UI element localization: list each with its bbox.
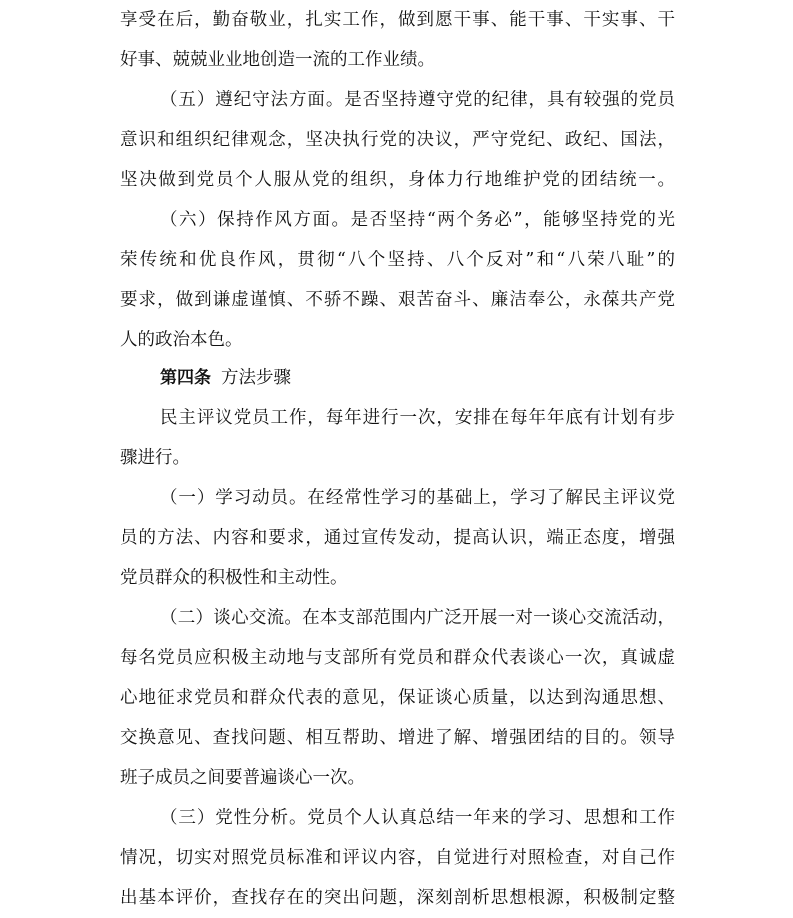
section-heading-label: 第四条 [160, 368, 211, 388]
text-line: 情况，切实对照党员标准和评议内容，自觉进行对照检查，对自己作 [120, 848, 675, 868]
text-line: 员的方法、内容和要求，通过宣传发动，提高认识，端正态度，增强 [120, 528, 675, 548]
text-line: 人的政治本色。 [120, 330, 243, 350]
text-line: 党员群众的积极性和主动性。 [120, 568, 348, 588]
section-heading [160, 358, 675, 398]
text-line: 要求，做到谦虚谨慎、不骄不躁、艰苦奋斗、廉洁奉公，永葆共产党 [120, 290, 675, 310]
text-line: 每名党员应积极主动地与支部所有党员和群众代表谈心一次，真诚虚 [120, 648, 675, 668]
text-line: 坚决做到党员个人服从党的组织，身体力行地维护党的团结统一。 [120, 170, 675, 190]
text-line: （一）学习动员。在经常性学习的基础上，学习了解民主评议党 [160, 488, 675, 508]
text-line: 心地征求党员和群众代表的意见，保证谈心质量，以达到沟通思想、 [120, 688, 675, 708]
text-line: 享受在后，勤奋敬业，扎实工作，做到愿干事、能干事、干实事、干 [120, 10, 675, 30]
text-line: （三）党性分析。党员个人认真总结一年来的学习、思想和工作 [160, 808, 675, 828]
text-line: （二）谈心交流。在本支部范围内广泛开展一对一谈心交流活动， [160, 608, 675, 628]
text-line: 民主评议党员工作，每年进行一次，安排在每年年底有计划有步 [160, 408, 675, 428]
section-heading-title: 方法步骤 [221, 368, 291, 388]
text-line: 意识和组织纪律观念，坚决执行党的决议，严守党纪、政纪、国法， [120, 130, 675, 150]
text-line: 骤进行。 [120, 448, 190, 468]
text-line: （六）保持作风方面。是否坚持“两个务必”，能够坚持党的光 [160, 210, 675, 230]
text-line: 荣传统和优良作风，贯彻“八个坚持、八个反对”和“八荣八耻”的 [120, 250, 675, 270]
text-line: 交换意见、查找问题、相互帮助、增进了解、增强团结的目的。领导 [120, 728, 675, 748]
text-line: 好事、兢兢业业地创造一流的工作业绩。 [120, 50, 435, 70]
text-line: 班子成员之间要普遍谈心一次。 [120, 768, 365, 788]
text-line: 出基本评价，查找存在的突出问题，深刻剖析思想根源，积极制定整 [120, 888, 675, 908]
text-line: （五）遵纪守法方面。是否坚持遵守党的纪律，具有较强的党员 [160, 90, 675, 110]
